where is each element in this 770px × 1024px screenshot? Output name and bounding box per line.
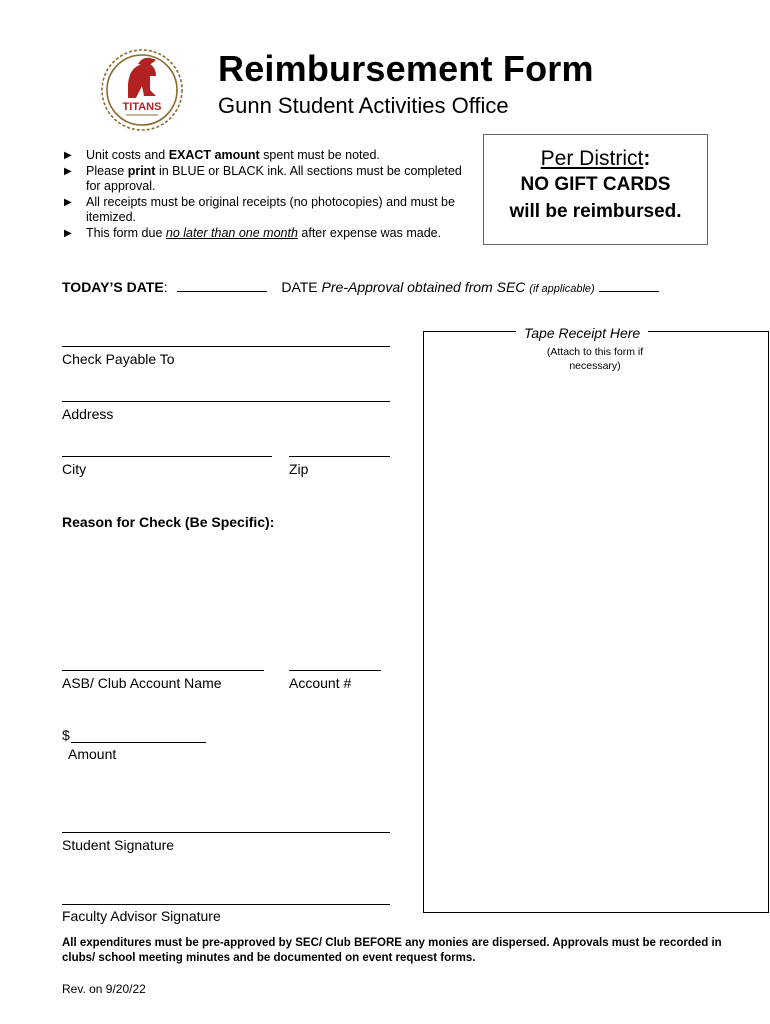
today-date-field[interactable] [177, 279, 267, 292]
receipt-title: Tape Receipt Here [516, 325, 648, 341]
account-number-field[interactable] [289, 670, 381, 671]
account-number-label: Account # [289, 675, 352, 691]
today-date-label: TODAY’S DATE [62, 279, 164, 295]
logo-text: TITANS [122, 101, 162, 113]
instruction-list [62, 148, 462, 241]
instruction-item: ▶ Unit costs and EXACT amount spent must be noted. [64, 148, 380, 162]
account-name-field[interactable] [62, 670, 264, 671]
city-field[interactable] [62, 456, 272, 457]
receipt-note: (Attach to this form if necessary) [546, 346, 644, 372]
dollar-sign: $ [62, 727, 70, 743]
school-logo [98, 46, 186, 134]
page-subtitle: Gunn Student Activities Office [218, 93, 509, 118]
zip-field[interactable] [289, 456, 390, 457]
instruction-item: ▶ All receipts must be original receipts (no photocopies) and must be itemized. [64, 194, 455, 224]
check-payable-field[interactable] [62, 346, 390, 347]
page-title: Reimbursement Form [218, 48, 594, 89]
faculty-signature-field[interactable] [62, 904, 390, 905]
zip-label: Zip [289, 461, 309, 477]
instruction-item: ▶ This form due no later than one month after expense was made. [64, 225, 442, 240]
address-label: Address [62, 406, 114, 422]
student-signature-label: Student Signature [62, 837, 175, 853]
arrow-bullet-icon: ▶ [64, 196, 72, 208]
student-signature-field[interactable] [62, 832, 390, 833]
arrow-bullet-icon: ▶ [64, 165, 72, 177]
check-payable-label: Check Payable To [62, 351, 175, 367]
arrow-bullet-icon: ▶ [64, 227, 72, 239]
city-label: City [62, 461, 87, 477]
address-field[interactable] [62, 401, 390, 402]
revision-date: Rev. on 9/20/22 [62, 982, 146, 996]
account-name-label: ASB/ Club Account Name [62, 675, 222, 691]
date-row: TODAY’S DATE: DATE Pre-Approval obtained from SEC (if applicable) [62, 279, 659, 295]
preapproval-date-field[interactable] [599, 279, 659, 292]
amount-field[interactable] [71, 742, 206, 743]
preapproval-date-label: Pre-Approval obtained from SEC [321, 279, 526, 295]
reason-label: Reason for Check (Be Specific): [62, 514, 275, 530]
receipt-area[interactable] [423, 331, 769, 913]
faculty-signature-label: Faculty Advisor Signature [62, 908, 221, 924]
amount-label: Amount [68, 746, 117, 762]
approval-note: All expenditures must be pre-approved by SEC/ Club BEFORE any monies are dispersed. Approvals must be recorded in clubs/ school meeting minutes and be documented on event request forms. [62, 937, 722, 964]
reason-field[interactable] [62, 536, 390, 656]
gift-card-notice: Per District: NO GIFT CARDS will be reimbursed. [483, 134, 708, 245]
arrow-bullet-icon: ▶ [64, 150, 72, 161]
instruction-item: ▶ Please print in BLUE or BLACK ink. All sections must be completed for approval. [64, 163, 462, 193]
